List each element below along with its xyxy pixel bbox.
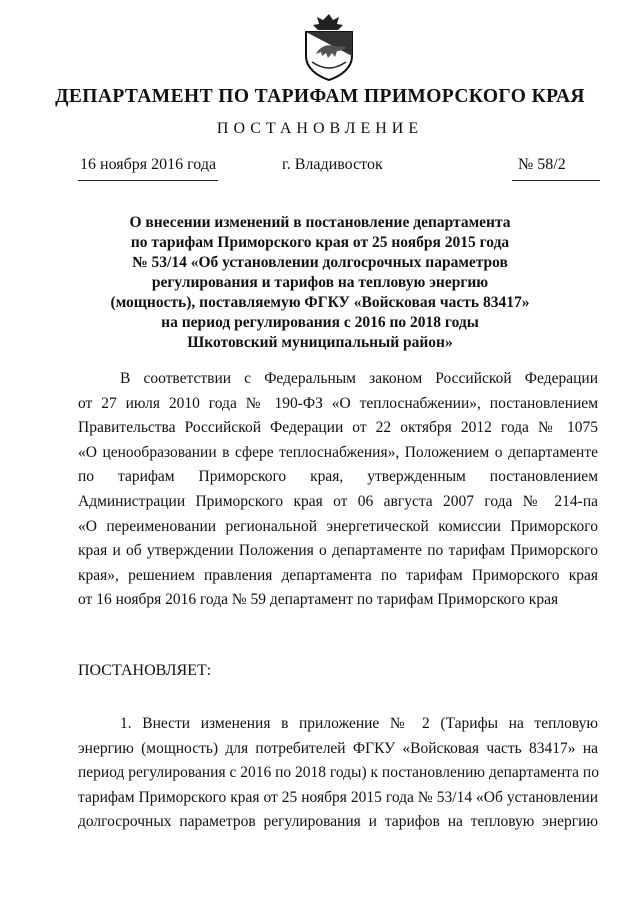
document-city: г. Владивосток	[282, 156, 383, 173]
paragraph-line: от 16 ноября 2016 года № 59 департамент по тарифам Приморского края	[78, 591, 559, 609]
document-number: № 58/2	[518, 156, 566, 173]
paragraph-line: Правительства Российской Федерации от 22 октября 2012 года № 1075	[78, 419, 598, 437]
document-date: 16 ноября 2016 года	[80, 156, 217, 173]
paragraph-line: края и об утверждении Положения о департаменте по тарифам Приморского	[78, 542, 598, 560]
title-line: О внесении изменений в постановление департамента	[129, 214, 511, 231]
item-1-paragraph	[78, 712, 598, 835]
paragraph-line: 1. Внести изменения в приложение № 2 (Тарифы на тепловую	[120, 715, 598, 732]
document-title	[90, 213, 550, 353]
paragraph-line: долгосрочных параметров регулирования и тарифов на тепловую энергию	[78, 813, 598, 831]
title-line: регулирования и тарифов на тепловую энергию	[151, 274, 489, 291]
title-line: по тарифам Приморского края от 25 ноября 2015 года	[130, 234, 510, 251]
number-underline	[512, 180, 600, 181]
paragraph-line: период регулирования с 2016 по 2018 годы) к постановлению департамента по	[78, 764, 599, 782]
date-underline	[78, 180, 218, 181]
paragraph-line: «О переименовании региональной энергетической комиссии Приморского	[78, 517, 598, 535]
preamble-paragraph	[78, 367, 598, 613]
document-type: ПОСТАНОВЛЕНИЕ	[216, 120, 424, 137]
paragraph-line: по тарифам Приморского края, утвержденным постановлением	[78, 468, 598, 486]
paragraph-line: Администрации Приморского края от 06 августа 2007 года № 214-па	[78, 492, 598, 510]
paragraph-line: «О ценообразовании в сфере теплоснабжения», Положением о департаменте	[78, 443, 598, 461]
title-line: на период регулирования с 2016 по 2018 годы	[161, 314, 479, 331]
title-line: № 53/14 «Об установлении долгосрочных параметров	[132, 254, 508, 271]
coat-of-arms-icon	[298, 10, 360, 82]
paragraph-line: В соответствии с Федеральным законом Российской Федерации	[120, 370, 598, 387]
paragraph-line: энергию (мощность) для потребителей ФГКУ «Войсковая часть 83417» на	[78, 739, 598, 757]
title-line: Шкотовский муниципальный район»	[187, 334, 453, 351]
paragraph-line: от 27 июля 2010 года № 190-ФЗ «О теплоснабжении», постановлением	[78, 394, 598, 412]
resolve-heading: ПОСТАНОВЛЯЕТ:	[78, 662, 212, 679]
paragraph-line: тарифам Приморского края от 25 ноября 2015 года № 53/14 «Об установлении	[78, 788, 598, 806]
paragraph-line: края», решением правления департамента по тарифам Приморского края	[78, 566, 598, 584]
organization-name: ДЕПАРТАМЕНТ ПО ТАРИФАМ ПРИМОРСКОГО КРАЯ	[55, 86, 585, 107]
title-line: (мощность), поставляемую ФГКУ «Войсковая часть 83417»	[110, 294, 530, 311]
